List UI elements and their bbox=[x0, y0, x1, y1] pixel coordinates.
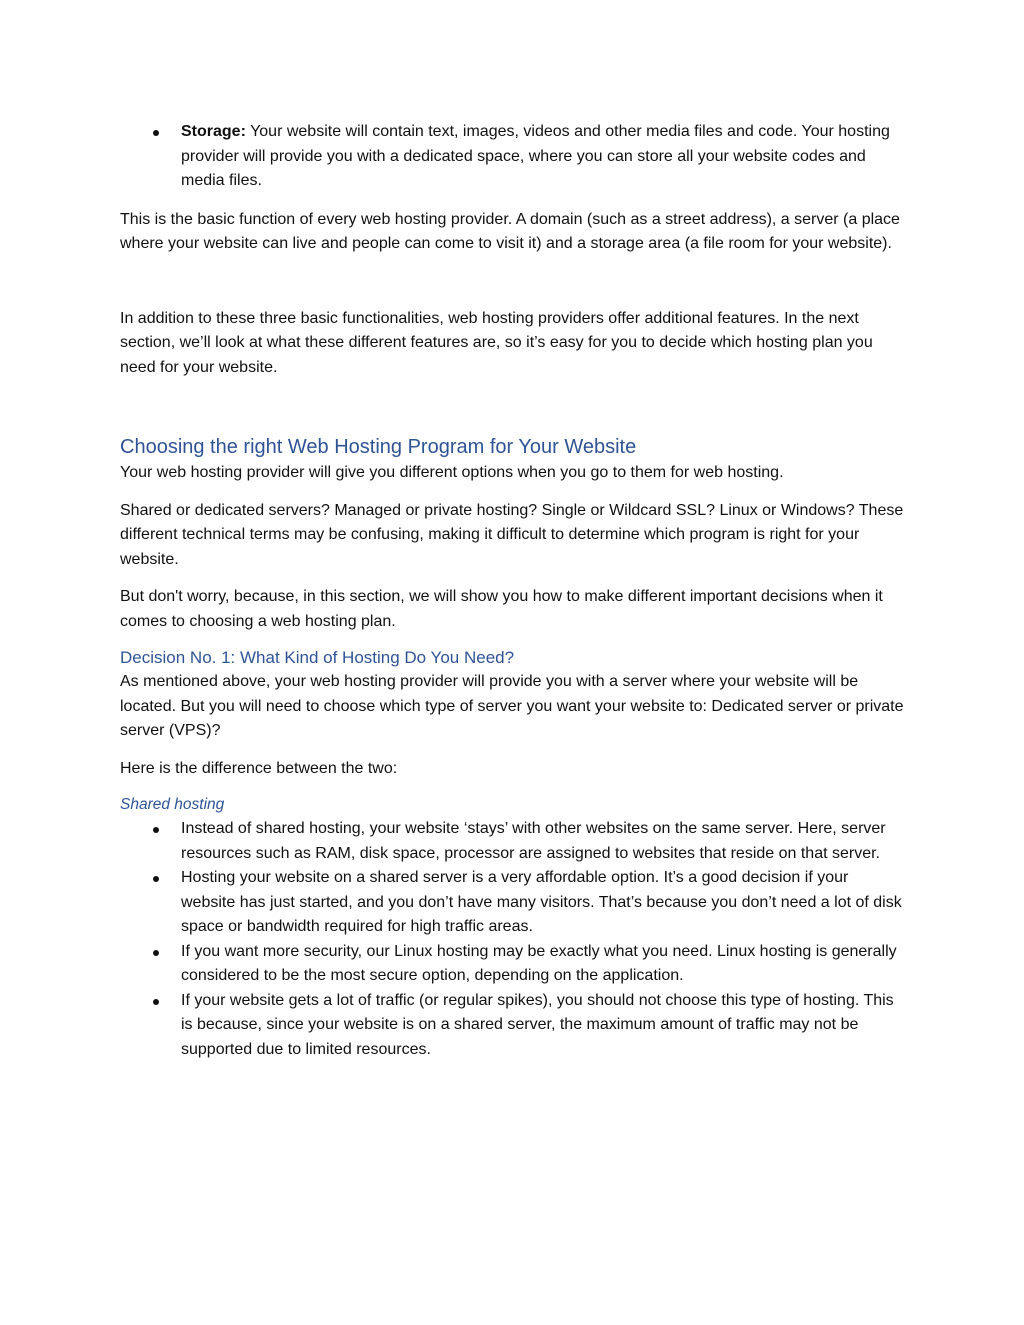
bullet-icon bbox=[153, 950, 159, 956]
paragraph-decision-1: As mentioned above, your web hosting provider will provide you with a server where your website will be located. But you will need to choose which type of server you want your website to: Dedicated server or private server (VPS)? bbox=[120, 673, 904, 739]
storage-text: Your website will contain text, images, videos and other media files and code. Your hosting provider will provide you with a dedicated space, where you can store all your website codes and media files. bbox=[181, 123, 890, 189]
list-item-text: If you want more security, our Linux hosting may be exactly what you need. Linux hosting is generally considered to be the most secure option, depending on the application. bbox=[181, 942, 897, 984]
storage-label: Storage: bbox=[181, 123, 246, 140]
heading-choosing-hosting: Choosing the right Web Hosting Program for Your Website bbox=[120, 436, 637, 458]
bullet-icon bbox=[153, 827, 159, 833]
paragraph-additional-features: In addition to these three basic functionalities, web hosting providers offer additional features. In the next section, we’ll look at what these different features are, so it’s easy for you to decide which hosting plan you need for your website. bbox=[120, 309, 873, 376]
heading-shared-hosting: Shared hosting bbox=[120, 796, 225, 813]
shared-hosting-list bbox=[120, 817, 906, 1062]
list-item-text: If your website gets a lot of traffic (or regular spikes), you should not choose this type of hosting. This is because, since your website is on a shared server, the maximum amount of traffic may not be supported due to limited resources. bbox=[181, 991, 894, 1058]
paragraph-choosing-intro: Your web hosting provider will give you different options when you go to them for web hosting. bbox=[120, 464, 784, 481]
list-item-text: Hosting your website on a shared server is a very affordable option. It’s a good decision if your website has just started, and you don’t have many visitors. That’s because you don’t need a lot of disk space or bandwidth required for high traffic areas. bbox=[181, 869, 902, 935]
list-item-storage bbox=[120, 120, 906, 194]
paragraph-basic-function: This is the basic function of every web hosting provider. A domain (such as a street address), a server (a place where your website can live and people can come to visit it) and a storage area (a file room for your website). bbox=[120, 210, 900, 252]
bullet-icon bbox=[153, 130, 159, 136]
heading-decision-1: Decision No. 1: What Kind of Hosting Do You Need? bbox=[120, 648, 515, 667]
bullet-icon bbox=[153, 999, 159, 1005]
list-item bbox=[120, 817, 906, 866]
bullet-icon bbox=[153, 876, 159, 882]
paragraph-difference: Here is the difference between the two: bbox=[120, 759, 398, 777]
list-item bbox=[120, 866, 906, 940]
paragraph-choosing-options: Shared or dedicated servers? Managed or private hosting? Single or Wildcard SSL? Linux or Windows? These different technical terms may be confusing, making it difficult to determine which program is right for your website. bbox=[120, 501, 904, 568]
paragraph-choosing-reassure: But don't worry, because, in this section, we will show you how to make different important decisions when it comes to choosing a web hosting plan. bbox=[120, 588, 883, 630]
list-item-text: Instead of shared hosting, your website ‘stays’ with other websites on the same server. Here, server resources such as RAM, disk space, processor are assigned to websites that reside on that server. bbox=[181, 820, 886, 862]
document-page bbox=[120, 120, 906, 1062]
storage-list bbox=[120, 120, 906, 194]
list-item bbox=[120, 940, 906, 989]
list-item bbox=[120, 989, 906, 1063]
